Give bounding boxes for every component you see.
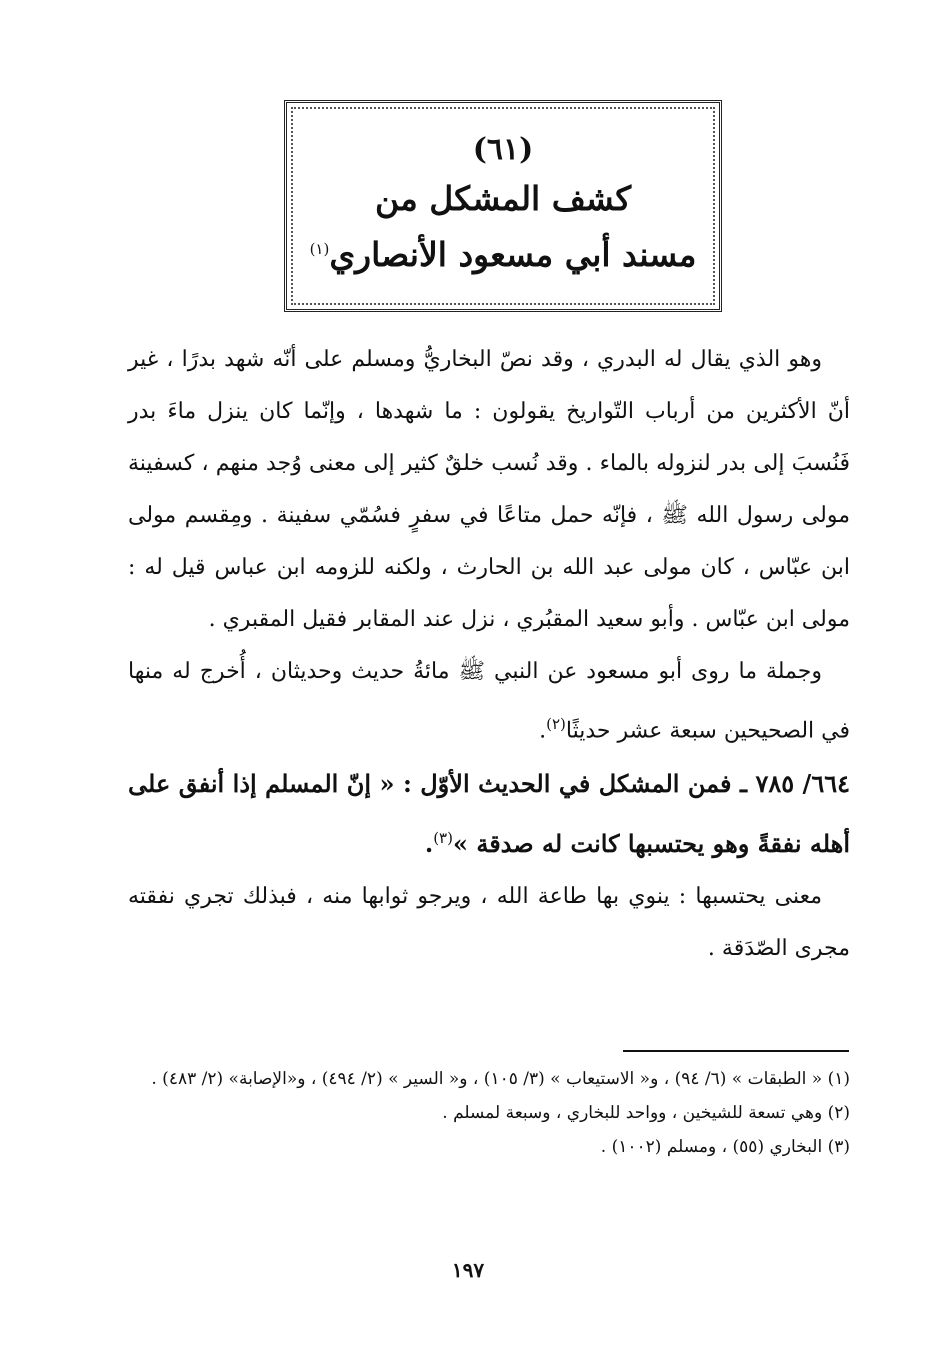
hadith-text: ٦٦٤/ ٧٨٥ ـ فمن المشكل في الحديث الأوّل : « إنّ المسلم إذا أنفق على أهله نفقةً وهو يحتسبها كانت له صدقة » xyxy=(128,769,850,859)
hadith-end: . xyxy=(424,829,434,859)
chapter-title-line-1: كشف المشكل من xyxy=(374,178,632,218)
hadith-count-end: . xyxy=(539,718,547,744)
main-text xyxy=(128,334,850,975)
footnotes xyxy=(128,1062,850,1164)
page-number: ١٩٧ xyxy=(451,1258,485,1282)
chapter-title-inner xyxy=(291,107,715,305)
paragraph-hadith-count xyxy=(128,646,850,757)
chapter-title-line-2 xyxy=(310,227,697,283)
chapter-title-text: مسند أبي مسعود الأنصاري xyxy=(329,235,697,274)
chapter-number: (٦١) xyxy=(472,131,534,167)
footnote-ref-3[interactable]: (٣) xyxy=(433,829,453,848)
footnote-ref-2[interactable]: (٢) xyxy=(546,715,566,733)
paragraph-explanation: معنى يحتسبها : ينوي بها طاعة الله ، ويرجو ثوابها منه ، فبذلك تجري نفقته مجرى الصّدَقة . xyxy=(128,884,850,962)
paragraph-biography: وهو الذي يقال له البدري ، وقد نصّ البخاريُّ ومسلم على أنّه شهد بدرًا ، غير أنّ الأكثرين من أرباب التّواريخ يقولون : ما شهدها ، وإنّما كان ينزل ماءَ بدر فَنُسبَ إلى بدر لنزوله بالماء . وقد نُسب خلقٌ كثير إلى معنى وُجد منهم ، كسفينة مولى رسول الله ﷺ ، فإنّه حمل متاعًا في سفرٍ فسُمّي سفينة . ومِقسم مولى ابن عبّاس ، كان مولى عبد الله بن الحارث ، ولكنه للزومه ابن عباس قيل له : مولى ابن عبّاس . وأبو سعيد المقبُري ، نزل عند المقابر فقيل المقبري . xyxy=(128,347,850,632)
footnote-2: (٢) وهي تسعة للشيخين ، وواحد للبخاري ، وسبعة لمسلم . xyxy=(442,1103,850,1123)
footnote-1: (١) « الطبقات » (٦/ ٩٤) ، و« الاستيعاب » (٣/ ١٠٥) ، و« السير » (٢/ ٤٩٤) ، و«الإصابة» (٢/ ٤٨٣) . xyxy=(151,1069,850,1089)
footnote-ref-1[interactable]: (١) xyxy=(309,240,330,258)
hadith-heading xyxy=(128,757,850,871)
footnote-divider xyxy=(623,1050,849,1052)
chapter-title-frame xyxy=(284,100,722,312)
hadith-count-text: وجملة ما روى أبو مسعود عن النبي ﷺ مائةُ حديث وحديثان ، أُخرج له منها في الصحيحين سبعة عشر حديثًا xyxy=(128,659,850,744)
footnote-3: (٣) البخاري (٥٥) ، ومسلم (١٠٠٢) . xyxy=(600,1137,850,1157)
